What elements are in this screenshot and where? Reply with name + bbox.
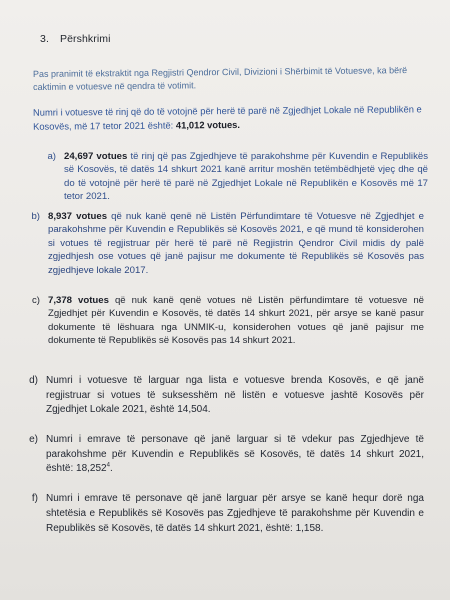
lead-value: 41,012 votues.: [175, 118, 241, 131]
item-marker: b): [31, 211, 40, 222]
item-text: [64, 150, 428, 204]
item-bold-value: 7,378 votues: [48, 295, 109, 306]
list-item-e: [10, 433, 424, 477]
item-bold-value: 8,937 votues: [48, 211, 108, 222]
item-tail: .: [109, 463, 113, 474]
item-text: [48, 210, 424, 277]
item-body: Numri i votuesve të larguar nga lista e votuesve brenda Kosovës, e që janë regjistruar si votues të suksesshëm në listën e votuesve jashtë Kosovës për Zgjedhjet Lokale 2021, është 14,504.: [46, 375, 424, 415]
list-item-a: [28, 150, 428, 204]
section-title: Përshkrimi: [60, 33, 111, 45]
section-number: 3.: [40, 33, 49, 45]
item-marker: a): [47, 151, 56, 162]
item-text: [48, 294, 424, 348]
lead-paragraph: [33, 102, 433, 133]
item-bold-value: 24,697 votues: [64, 151, 128, 162]
item-marker: f): [31, 493, 38, 504]
item-body: Numri i emrave të personave që janë larguar si të vdekur pas Zgjedhjeve të parakohshme për Kuvendin e Republikës së Kosovës, të datës 14 shkurt 2021, është: 18,252: [46, 434, 424, 474]
item-body: që nuk kanë qenë në Listën Përfundimtare të Votuesve në Zgjedhjet e parakohshme për Kuvendin e Republikës së Kosovës 2021, e që mund të konsiderohen si votues të regjistruar për herë të parë në Regjistrin Qendror Civil midis dy palë zgjedhjesh ose votues që janë pajisur me dokumente të Republikës së Kosovës pas zgjedhjeve lokale 2017.: [48, 211, 424, 276]
item-body: të rinj që pas Zgjedhjeve të parakohshme për Kuvendin e Republikës së Kosovës, të datës 14 shkurt 2021 kanë arritur moshën tetëmbëdhjetë vjeç dhe që do të votojnë për herë të parë në Zgjedhjet Lokale në Republikën e Kosovës më 17 tetor 2021.: [64, 151, 428, 203]
item-marker: c): [32, 295, 40, 306]
item-marker: d): [29, 375, 38, 386]
list-item-b: [12, 210, 424, 277]
item-text: [46, 433, 424, 477]
section-heading: [40, 33, 111, 45]
item-body: Numri i emrave të personave që janë larguar për arsye se kanë hequr dorë nga shtetësia e Republikës së Kosovës pas Zgjedhjeve të parakohshme për Kuvendin e Republikës së Kosovës, të datës 14 shkurt 2021, është: 1,158.: [46, 493, 424, 534]
list-item-f: [10, 492, 424, 536]
intro-paragraph: Pas pranimit të ekstraktit nga Regjistri Qendror Civil, Divizioni i Shërbimit të Votuesve, ka bërë caktimin e votuesve në qendra të votimit.: [32, 65, 408, 93]
list-item-c: [12, 294, 424, 348]
lead-text: Numri i votuesve të rinj që do të votojnë për herë të parë në Zgjedhjet Lokale në Republikën e Kosovës, më 17 tetor 2021 është:: [32, 103, 422, 132]
list-item-d: [10, 374, 424, 418]
footnote-reference[interactable]: 4: [106, 462, 110, 469]
item-marker: e): [29, 434, 38, 445]
item-body: që nuk kanë qenë votues në Listën përfundimtare të votuesve në Zgjedhjet për Kuvendin e Kosovës, të datës 14 shkurt 2021, për arsye se kanë pasur dokumente të lëshuara nga UNMIK-u, konsiderohen votues që janë pajisur me dokumente të Republikës së Kosovës pas 14 shkurt 2021.: [48, 295, 424, 347]
